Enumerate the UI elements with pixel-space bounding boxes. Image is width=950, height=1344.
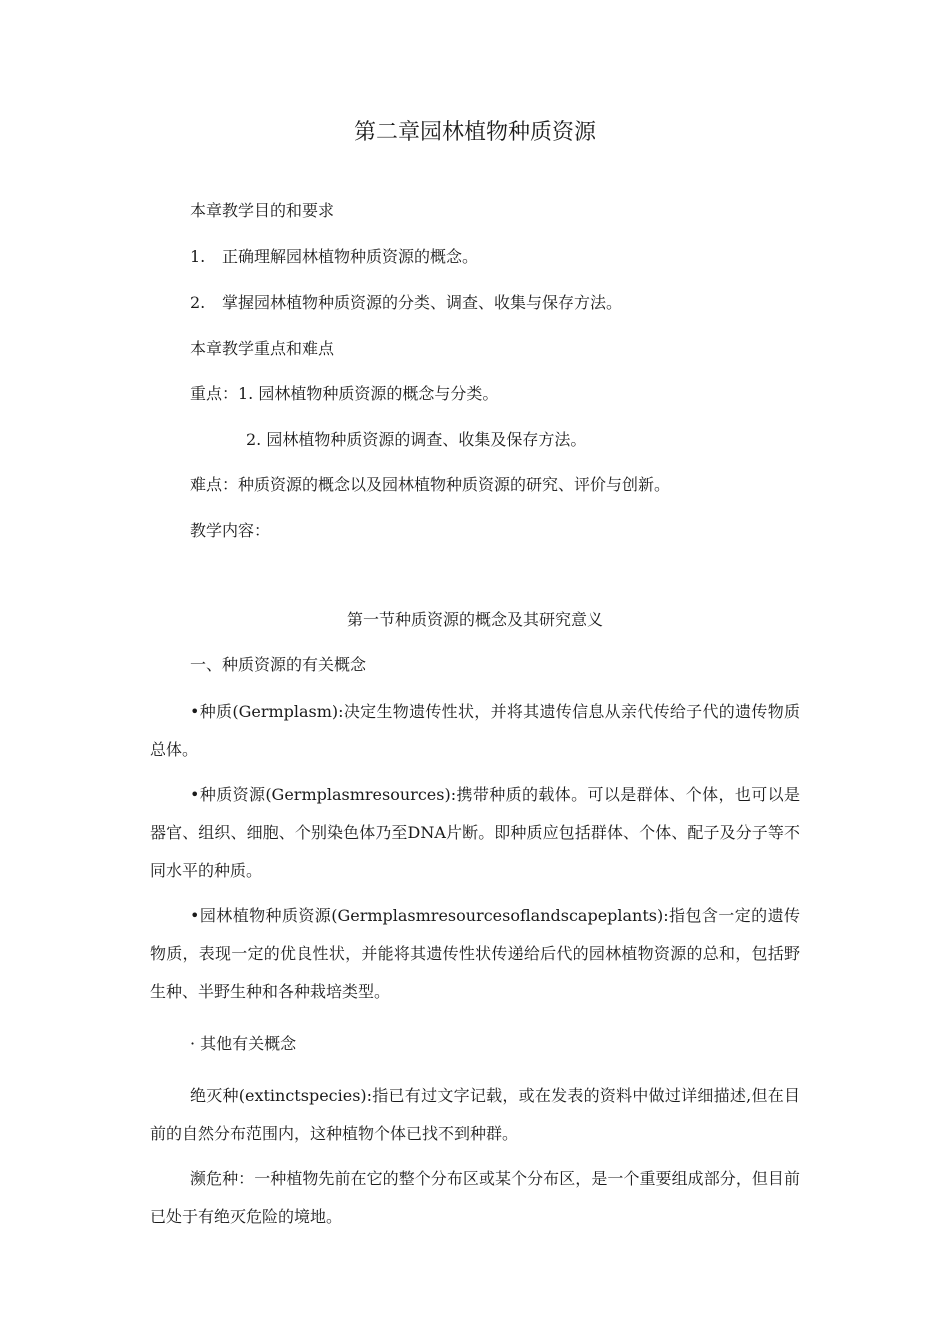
section-title: 第一节种质资源的概念及其研究意义 bbox=[346, 610, 603, 629]
objective-1-text: 正确理解园林植物种质资源的概念。 bbox=[222, 247, 479, 266]
extinct-species-definition-text: 绝灭种(extinctspecies):指已有过文字记载，或在发表的资料中做过详细描述,但在目前的自然分布范围内，这种植物个体已找不到种群。 bbox=[150, 1086, 800, 1143]
landscape-resources-definition-text: •园林植物种质资源(Germplasmresourcesoflandscapeplants):指包含一定的遗传物质，表现一定的优良性状，并能将其遗传性状传递给后代的园林植物资源的总和，包括野生种、半野生种和各种栽培类型。 bbox=[150, 906, 800, 1001]
objective-1-number: 1. bbox=[190, 247, 206, 266]
extinct-species-definition bbox=[150, 1077, 800, 1153]
objective-2-text: 掌握园林植物种质资源的分类、调查、收集与保存方法。 bbox=[222, 293, 623, 312]
difficulty-text: 难点：种质资源的概念以及园林植物种质资源的研究、评价与创新。 bbox=[190, 475, 671, 494]
germplasm-definition-text: •种质(Germplasm):决定生物遗传性状，并将其遗传信息从亲代传给子代的遗传物质总体。 bbox=[150, 702, 800, 759]
germplasm-resources-definition-text: •种质资源(Germplasmresources):携带种质的载体。可以是群体、个体，也可以是器官、组织、细胞、个别染色体乃至DNA片断。即种质应包括群体、个体、配子及分子等不同水平的种质。 bbox=[150, 785, 800, 880]
germplasm-resources-definition bbox=[150, 776, 800, 890]
germplasm-definition bbox=[150, 693, 800, 769]
objective-2-number: 2. bbox=[190, 293, 206, 312]
other-concepts-heading: · 其他有关概念 bbox=[190, 1034, 297, 1053]
endangered-species-definition-text: 濒危种：一种植物先前在它的整个分布区或某个分布区，是一个重要组成部分，但目前已处于有绝灭危险的境地。 bbox=[150, 1169, 800, 1226]
chapter-title: 第二章园林植物种质资源 bbox=[353, 120, 596, 145]
content-heading: 教学内容： bbox=[190, 521, 271, 540]
endangered-species-definition bbox=[150, 1160, 800, 1236]
key-point-2: 2. 园林植物种质资源的调查、收集及保存方法。 bbox=[246, 430, 587, 449]
subsection-title: 一、种质资源的有关概念 bbox=[190, 655, 367, 674]
objectives-heading: 本章教学目的和要求 bbox=[190, 201, 335, 220]
key-point-1: 重点：1. 园林植物种质资源的概念与分类。 bbox=[190, 384, 499, 403]
landscape-resources-definition bbox=[150, 897, 800, 1011]
keypoints-heading: 本章教学重点和难点 bbox=[190, 339, 335, 358]
